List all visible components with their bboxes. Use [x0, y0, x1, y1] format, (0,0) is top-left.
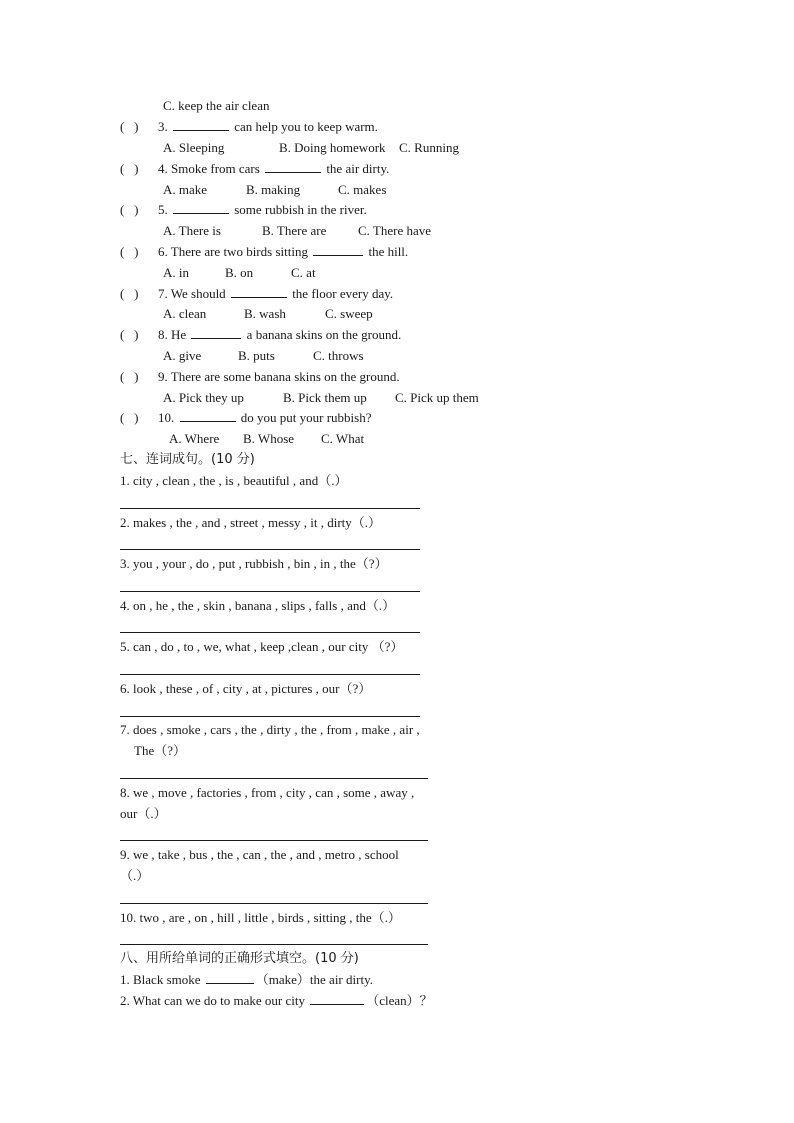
s7-item-6: 6. look , these , of , city , at , pictures , our（?） [120, 681, 372, 696]
question-text: do you put your rubbish? [240, 410, 372, 425]
answer-paren[interactable]: ( ) [120, 244, 139, 259]
answer-line-6[interactable] [120, 716, 420, 717]
question-text: the air dirty. [326, 161, 390, 176]
blank[interactable] [231, 286, 287, 298]
s7-item-7-cont: The（?） [134, 743, 186, 758]
answer-line-1[interactable] [120, 508, 420, 509]
answer-paren[interactable]: ( ) [120, 286, 139, 301]
question-text: He [171, 327, 187, 342]
s7-item-7: 7. does , smoke , cars , the , dirty , the , from , make , air , [120, 722, 420, 737]
answer-line-9[interactable] [120, 903, 428, 904]
question-number: 9. [158, 369, 168, 384]
question-text: can help you to keep warm. [234, 119, 378, 134]
s7-item-10: 10. two , are , on , hill , little , birds , sitting , the（.） [120, 910, 401, 925]
q9-option-b: B. Pick them up [283, 390, 367, 405]
q3-option-b: B. Doing homework [279, 140, 386, 155]
section-7-title: 七、连词成句。(10 分) [120, 452, 255, 467]
question-text: Smoke from cars [171, 161, 260, 176]
answer-paren[interactable]: ( ) [120, 119, 139, 134]
question-number: 8. [158, 327, 168, 342]
q4-option-b: B. making [246, 182, 301, 197]
question-text: 2. What can we do to make our city [120, 993, 305, 1008]
answer-paren[interactable]: ( ) [120, 369, 139, 384]
section-8-title: 八、用所给单词的正确形式填空。(10 分) [120, 951, 359, 966]
s8-item-2 [120, 993, 433, 1009]
question-text: 1. Black smoke [120, 972, 201, 987]
question-text: the floor every day. [292, 286, 394, 301]
s8-item-1 [120, 972, 373, 988]
q10-option-c: C. What [321, 431, 365, 446]
s7-item-9: 9. we , take , bus , the , can , the , and , metro , school [120, 847, 399, 862]
question-number: 3. [158, 119, 168, 134]
s7-item-4: 4. on , he , the , skin , banana , slips , falls , and（.） [120, 598, 396, 613]
blank[interactable] [310, 993, 364, 1005]
q8-option-b: B. puts [238, 348, 275, 363]
q10-option-a: A. Where [169, 431, 220, 446]
s7-item-9-cont: （.） [120, 868, 150, 883]
s7-item-8-cont: our（.） [120, 806, 167, 821]
s7-item-8: 8. we , move , factories , from , city , can , some , away , [120, 785, 415, 800]
q10-option-b: B. Whose [243, 431, 295, 446]
answer-line-4[interactable] [120, 632, 420, 633]
question-number: 7. [158, 286, 168, 301]
question-text: （make）the air dirty. [255, 972, 373, 987]
s7-item-5: 5. can , do , to , we, what , keep ,clean , our city （?） [120, 639, 404, 654]
question-text: There are two birds sitting [170, 244, 308, 259]
question-4 [120, 161, 389, 177]
q8-option-a: A. give [163, 348, 202, 363]
q6-option-c: C. at [291, 265, 316, 280]
question-7 [120, 286, 393, 302]
answer-paren[interactable]: ( ) [120, 161, 139, 176]
answer-paren[interactable]: ( ) [120, 410, 139, 425]
answer-line-8[interactable] [120, 840, 428, 841]
s7-item-2: 2. makes , the , and , street , messy , it , dirty（.） [120, 515, 382, 530]
q6-option-a: A. in [163, 265, 189, 280]
q4-option-a: A. make [163, 182, 208, 197]
q8-option-c: C. throws [313, 348, 364, 363]
answer-line-3[interactable] [120, 591, 420, 592]
blank[interactable] [173, 119, 229, 131]
blank[interactable] [265, 161, 321, 173]
question-10 [120, 410, 371, 426]
q7-option-b: B. wash [244, 306, 286, 321]
q9-option-c: C. Pick up them [395, 390, 479, 405]
question-text: （clean）？ [366, 993, 433, 1008]
question-number: 4. [158, 161, 168, 176]
answer-line-7[interactable] [120, 778, 428, 779]
q9-option-a: A. Pick they up [163, 390, 244, 405]
s7-item-1: 1. city , clean , the , is , beautiful , and（.） [120, 473, 348, 488]
question-3 [120, 119, 378, 135]
answer-paren[interactable]: ( ) [120, 327, 139, 342]
q3-option-c: C. Running [399, 140, 459, 155]
answer-line-10[interactable] [120, 944, 428, 945]
q4-option-c: C. makes [338, 182, 387, 197]
question-number: 6. [158, 244, 168, 259]
blank[interactable] [206, 972, 254, 984]
question-text: We should [170, 286, 226, 301]
blank[interactable] [180, 410, 236, 422]
blank[interactable] [313, 244, 363, 256]
answer-line-2[interactable] [120, 549, 420, 550]
question-6 [120, 244, 408, 260]
q6-option-b: B. on [225, 265, 254, 280]
question-text: a banana skins on the ground. [246, 327, 402, 342]
blank[interactable] [173, 202, 229, 214]
q5-option-b: B. There are [262, 223, 327, 238]
question-number: 10. [158, 410, 175, 425]
question-number: 5. [158, 202, 168, 217]
question-text: some rubbish in the river. [234, 202, 367, 217]
blank[interactable] [191, 327, 241, 339]
question-8 [120, 327, 401, 343]
question-5 [120, 202, 367, 218]
q7-option-a: A. clean [163, 306, 207, 321]
q5-option-c: C. There have [358, 223, 432, 238]
q3-option-a: A. Sleeping [163, 140, 225, 155]
s7-item-3: 3. you , your , do , put , rubbish , bin , in , the（?） [120, 556, 388, 571]
question-text: There are some banana skins on the ground. [170, 369, 400, 384]
q2-option-c: C. keep the air clean [163, 98, 270, 113]
answer-paren[interactable]: ( ) [120, 202, 139, 217]
answer-line-5[interactable] [120, 674, 420, 675]
question-text: the hill. [368, 244, 409, 259]
q5-option-a: A. There is [163, 223, 221, 238]
q7-option-c: C. sweep [325, 306, 373, 321]
question-9 [120, 369, 400, 385]
